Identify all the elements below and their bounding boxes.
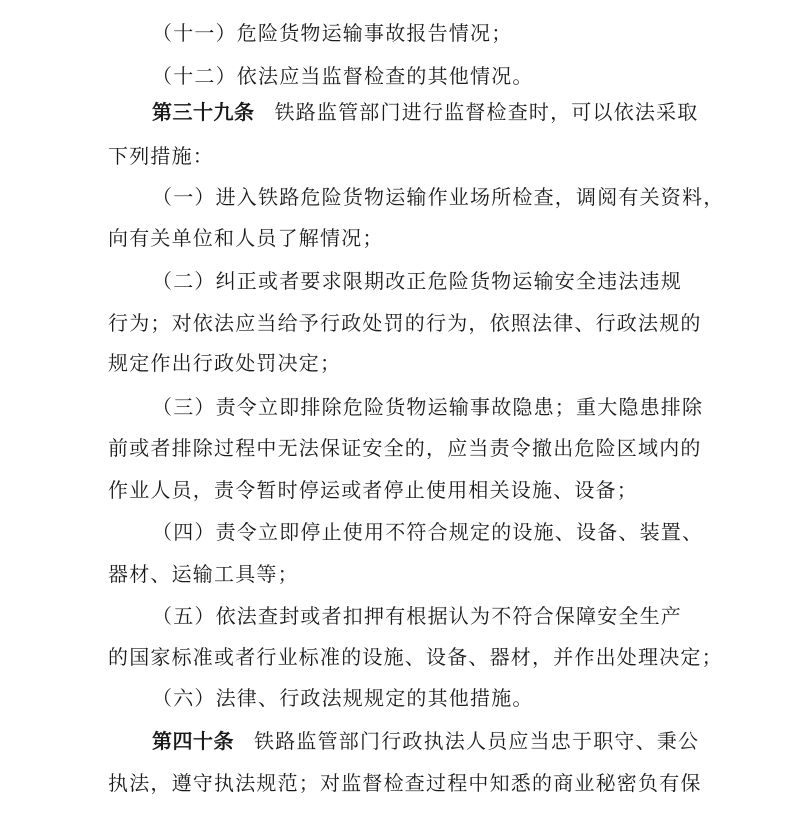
- line-text: （六）法律、行政法规规定的其他措施。: [152, 686, 534, 710]
- text-line: [152, 685, 793, 711]
- line-text: 规定作出行政处罚决定；: [108, 351, 342, 375]
- line-text: 作业人员，责令暂时停运或者停止使用相关设施、设备；: [108, 478, 638, 502]
- line-text: 下列措施：: [108, 144, 214, 168]
- text-line: [108, 477, 793, 503]
- article-heading: 第四十条: [152, 729, 234, 753]
- text-line: [108, 143, 793, 169]
- article-heading: 第三十九条: [152, 100, 255, 124]
- text-line: [152, 184, 793, 210]
- text-line: [152, 20, 793, 46]
- text-line: [152, 268, 793, 294]
- text-line: [108, 350, 793, 376]
- line-text: 铁路监管部门行政执法人员应当忠于职守、秉公: [254, 729, 700, 753]
- line-text: （一）进入铁路危险货物运输作业场所检查，调阅有关资料，: [152, 185, 725, 209]
- line-text: 前或者排除过程中无法保证安全的，应当责令撤出危险区域内的: [108, 436, 702, 460]
- text-line: [108, 770, 793, 796]
- line-text: （二）纠正或者要求限期改正危险货物运输安全违法违规: [152, 269, 682, 293]
- text-line: [152, 394, 793, 420]
- text-line: [108, 644, 793, 670]
- text-line: [152, 603, 793, 629]
- article-39-line: [152, 99, 793, 125]
- text-line: [108, 310, 793, 336]
- line-text: （十二）依法应当监督检查的其他情况。: [152, 64, 534, 88]
- text-line: [108, 561, 793, 587]
- text-line: [108, 225, 793, 251]
- line-text: 行为；对依法应当给予行政处罚的行为，依照法律、行政法规的: [108, 311, 702, 335]
- text-line: [152, 63, 793, 89]
- line-text: 执法，遵守执法规范；对监督检查过程中知悉的商业秘密负有保: [108, 771, 702, 795]
- line-text: （四）责令立即停止使用不符合规定的设施、设备、装置、: [152, 520, 704, 544]
- line-text: 铁路监管部门进行监督检查时，可以依法采取: [274, 100, 699, 124]
- line-text: 器材、运输工具等；: [108, 562, 299, 586]
- line-text: （五）依法查封或者扣押有根据认为不符合保障安全生产: [152, 604, 682, 628]
- line-text: 向有关单位和人员了解情况；: [108, 226, 384, 250]
- text-line: [152, 519, 793, 545]
- line-text: （十一）危险货物运输事故报告情况；: [152, 21, 513, 45]
- line-text: （三）责令立即排除危险货物运输事故隐患；重大隐患排除: [152, 395, 704, 419]
- article-40-line: [152, 728, 793, 754]
- line-text: 的国家标准或者行业标准的设施、设备、器材，并作出处理决定；: [108, 645, 723, 669]
- text-line: [108, 435, 793, 461]
